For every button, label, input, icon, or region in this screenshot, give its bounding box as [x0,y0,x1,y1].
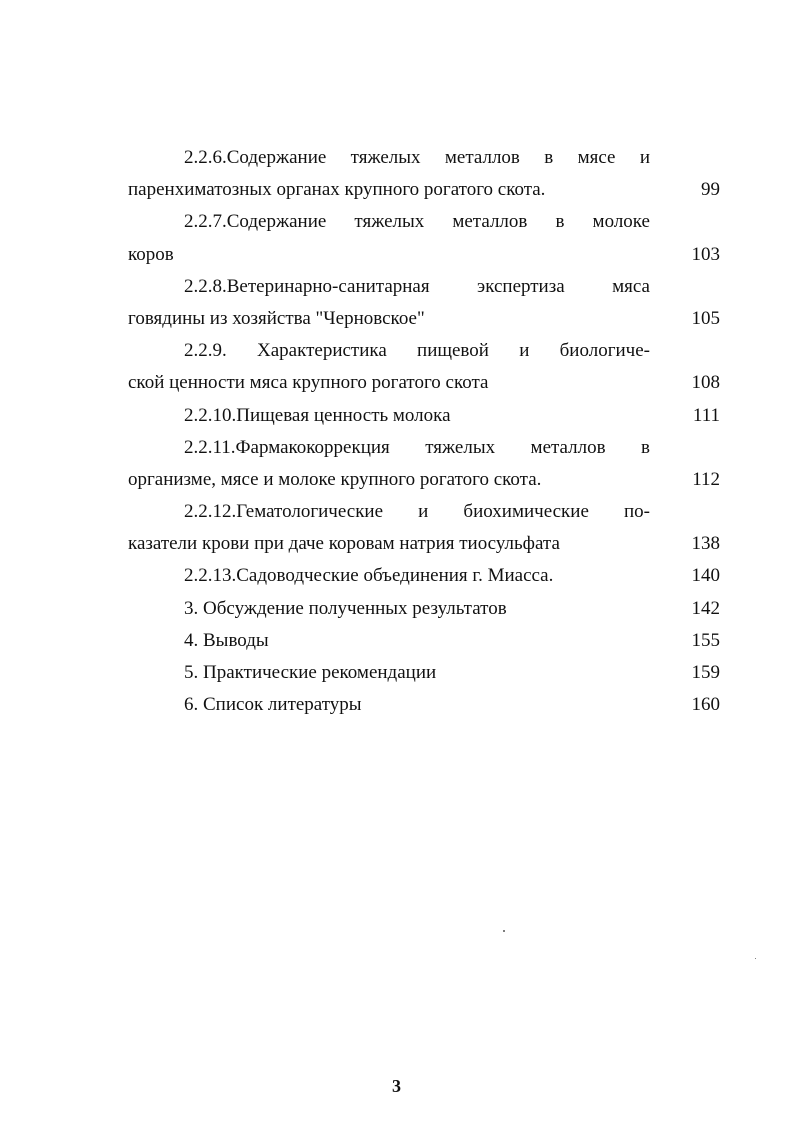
toc-entry-2-2-13 [128,560,720,592]
toc-entry-text: 2.2.8.Ветеринарно-санитарная экспертиза мяса [184,275,650,297]
scan-speck [503,930,505,932]
toc-entry-2-2-7-line-2 [128,239,720,271]
toc-page-number: 111 [692,404,720,426]
toc-page-number: 160 [691,694,720,716]
toc-entry-text: паренхиматозных органах крупного рогатого скота. [128,179,546,201]
toc-entry-text: 2.2.10.Пищевая ценность молока [184,404,451,426]
toc-entry-2-2-10 [128,400,720,432]
toc-page-number: 103 [691,243,720,265]
toc-entry-2-2-12-line-1 [128,496,720,528]
toc-entry-2-2-12-line-2 [128,528,720,560]
toc-entry-text: 2.2.6.Содержание тяжелых металлов в мясе и [184,147,650,168]
toc-entry-4 [128,625,720,657]
toc-entry-6 [128,689,720,721]
toc-entry-text: коров [128,243,174,265]
scan-speck [755,958,756,959]
toc-entry-2-2-11-line-2 [128,464,720,496]
toc-entry-text: 3. Обсуждение полученных результатов [184,597,507,619]
toc-page-number: 140 [691,565,720,587]
toc-entry-2-2-6-line-1 [128,142,720,174]
toc-entry-2-2-7-line-1 [128,206,720,238]
page-number: 3 [392,1076,401,1096]
toc-page-number: 142 [691,597,720,619]
toc-page-number: 99 [701,179,720,201]
toc-entry-text: 2.2.11.Фармакокоррекция тяжелых металлов в [184,436,650,458]
toc-entry-2-2-9-line-2 [128,367,720,399]
toc-page-number: 112 [692,468,720,490]
toc-entry-text: 5. Практические рекомендации [184,662,437,683]
toc-entry-text: говядины из хозяйства "Черновское" [128,307,425,329]
toc-entry-2-2-8-line-1 [128,271,720,303]
toc-entry-3 [128,593,720,625]
toc-entry-2-2-6-line-2 [128,174,720,206]
toc-entry-2-2-8-line-2 [128,303,720,335]
toc-page-number: 105 [691,307,720,329]
toc-page-number: 108 [691,372,720,394]
toc-entry-text: 4. Выводы [184,629,269,651]
toc-entry-text: 2.2.13.Садоводческие объединения г. Миасса. [184,565,554,587]
toc-entry-text: 6. Список литературы [184,694,362,716]
toc-entry-2-2-9-line-1 [128,335,720,367]
toc-page-number: 138 [691,533,720,555]
toc-entry-2-2-11-line-1 [128,432,720,464]
toc-entry-text: 2.2.7.Содержание тяжелых металлов в молоке [184,211,650,233]
table-of-contents [128,142,720,721]
toc-entry-text: организме, мясе и молоке крупного рогатого скота. [128,468,542,490]
toc-entry-5 [128,657,720,689]
toc-page-number: 155 [691,629,720,651]
toc-entry-text: 2.2.12.Гематологические и биохимические по- [184,501,650,523]
toc-page-number: 159 [691,662,720,683]
toc-entry-text: казатели крови при даче коровам натрия тиосульфата [128,533,560,555]
toc-entry-text: 2.2.9. Характеристика пищевой и биологиче- [184,340,650,362]
toc-entry-text: ской ценности мяса крупного рогатого скота [128,372,489,394]
